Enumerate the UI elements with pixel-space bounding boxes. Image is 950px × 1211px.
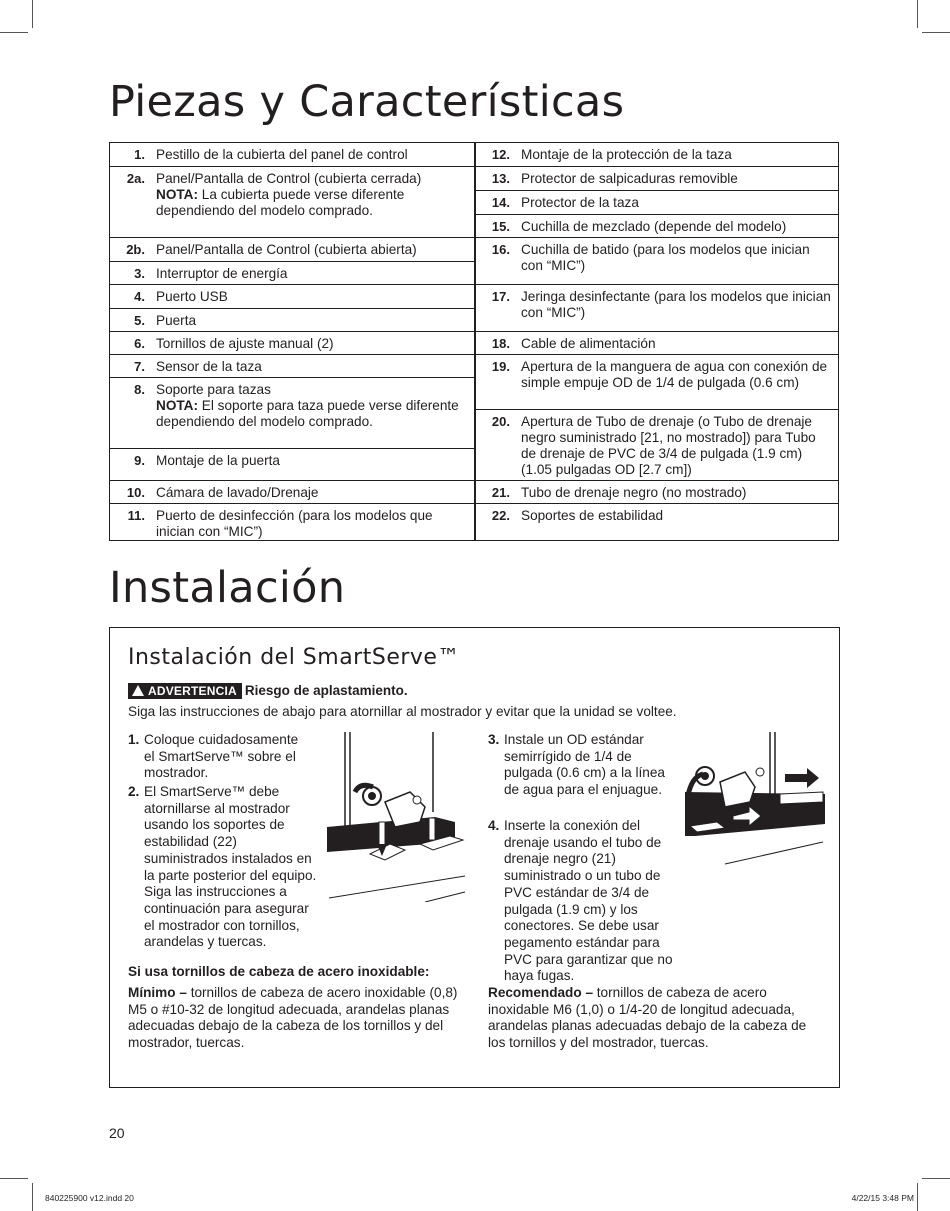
parts-row [475, 284, 839, 331]
part-description [521, 289, 833, 321]
step-number: 1. [128, 732, 140, 747]
part-text: Cuchilla de mezclado (depende del modelo) [521, 219, 787, 234]
part-number: 19. [491, 359, 510, 374]
part-text: Puerta [156, 313, 197, 328]
minimum-text: tornillos de cabeza de acero inoxidable (0,8) M5 o #10-32 de longitud adecuada, arandelas planas adecuadas debajo de la cabeza de los tornillos y del mostrador, tuercas. [128, 985, 458, 1051]
part-description [521, 147, 833, 163]
part-description [156, 242, 468, 258]
part-number: 21. [491, 485, 510, 500]
step-text: Instale un OD estándar semirrígido de 1/4 de pulgada (0.6 cm) a la línea de agua para el enjuague. [504, 732, 665, 798]
part-text: Protector de la taza [521, 195, 639, 210]
part-description [521, 336, 833, 352]
step-text: El SmartServe™ debe atornillarse al mostrador usando los soportes de estabilidad (22) suministrados instalados en la parte posterior del equipo. Siga las instrucciones a continuación para asegurar el mostrador con tornillos, arandelas y tuercas. [144, 784, 317, 950]
part-text: Protector de salpicaduras removible [521, 171, 738, 186]
parts-column-left [110, 143, 474, 540]
part-text: Puerto de desinfección (para los modelos que inician con “MIC”) [156, 508, 433, 539]
part-number: 10. [126, 485, 145, 500]
part-number: 12. [491, 147, 510, 162]
part-text: Sensor de la taza [156, 359, 262, 374]
part-text: Tornillos de ajuste manual (2) [156, 336, 334, 351]
crop-mark [32, 1183, 33, 1211]
part-description [521, 219, 833, 235]
crop-mark [0, 1178, 28, 1179]
part-text: Cámara de lavado/Drenaje [156, 485, 319, 500]
recommended-text: tornillos de cabeza de acero inoxidable M6 (1,0) o 1/4-20 de longitud adecuada, arandelas planas adecuadas debajo de la cabeza de los tornillos y del mostrador, tuercas. [488, 985, 807, 1051]
part-description [521, 195, 833, 211]
step-text: Inserte la conexión del drenaje usando el tubo de drenaje negro (21) suministrado o un tubo de PVC estándar de 3/4 de pulgada (1.9 cm) y los conectores. Se debe usar pegamento estándar para PVC para garantizar que no haya fugas. [504, 818, 673, 984]
screws-heading: Si usa tornillos de cabeza de acero inoxidable: [128, 964, 430, 979]
part-description [156, 382, 468, 430]
part-description [521, 171, 833, 187]
parts-row [475, 237, 839, 284]
step-number: 2. [128, 784, 140, 799]
parts-column-right [475, 143, 839, 540]
part-description [521, 242, 833, 274]
part-number: 15. [491, 219, 510, 234]
part-text: Puerto USB [156, 289, 228, 304]
recommended-spec [488, 985, 808, 1052]
parts-row [110, 377, 474, 448]
part-text: Panel/Pantalla de Control (cubierta cerrada) [156, 171, 422, 186]
part-number: 6. [134, 336, 145, 351]
part-number: 13. [491, 171, 510, 186]
note-text: La cubierta puede verse diferente dependiendo del modelo comprado. [156, 187, 405, 218]
step-number: 4. [488, 818, 500, 833]
parts-row [110, 284, 474, 308]
crop-mark [922, 1178, 950, 1179]
part-text: Panel/Pantalla de Control (cubierta abierta) [156, 242, 417, 257]
print-slug-date: 4/22/15 3:48 PM [851, 1193, 914, 1203]
part-text: Cuchilla de batido (para los modelos que inician con “MIC”) [521, 242, 810, 273]
part-description [521, 414, 833, 478]
parts-row [475, 214, 839, 237]
parts-row [110, 354, 474, 377]
parts-row [110, 261, 474, 285]
part-number: 18. [491, 336, 510, 351]
part-text: Montaje de la puerta [156, 453, 280, 468]
crop-mark [0, 32, 28, 33]
page-title: Piezas y Características [109, 77, 625, 127]
part-number: 5. [134, 313, 145, 328]
print-slug-file: 840225900 v12.indd 20 [45, 1193, 134, 1203]
parts-row [475, 503, 839, 542]
mounting-bracket-illustration [325, 732, 470, 902]
part-number: 14. [491, 195, 510, 210]
step-text: Coloque cuidadosamente el SmartServe™ sobre el mostrador. [144, 732, 299, 781]
crop-mark [922, 32, 950, 33]
part-description [156, 147, 468, 163]
part-text: Apertura de Tubo de drenaje (o Tubo de drenaje negro suministrado [21, no mostrado]) para Tubo de drenaje de PVC de 3/4 de pulgada (1.9 cm) (1.05 pulgadas OD [2.7 cm]) [521, 414, 816, 477]
note-label: NOTA: [156, 187, 199, 202]
part-description [156, 313, 468, 329]
part-number: 9. [134, 453, 145, 468]
part-text: Soportes de estabilidad [521, 508, 664, 523]
part-description [156, 453, 468, 469]
part-description [156, 336, 468, 352]
part-number: 7. [134, 359, 145, 374]
part-number: 2b. [126, 242, 145, 257]
minimum-spec [128, 985, 468, 1052]
parts-row [475, 190, 839, 214]
note-label: NOTA: [156, 398, 199, 413]
step-number: 3. [488, 732, 500, 747]
parts-row [475, 331, 839, 354]
part-number: 2a. [126, 171, 145, 186]
part-description [521, 359, 833, 391]
parts-row [110, 448, 474, 480]
note-text: El soporte para taza puede verse diferente dependiendo del modelo comprado. [156, 398, 459, 429]
parts-row [475, 166, 839, 190]
part-text: Tubo de drenaje negro (no mostrado) [521, 485, 747, 500]
install-box [109, 627, 840, 1088]
parts-row [110, 237, 474, 261]
parts-row [110, 331, 474, 355]
crop-mark [917, 0, 918, 28]
crop-mark [32, 0, 33, 28]
part-description [156, 359, 468, 375]
step-3 [488, 732, 668, 799]
part-text: Jeringa desinfectante (para los modelos que inician con “MIC”) [521, 289, 831, 320]
parts-row [110, 143, 474, 166]
warning-badge [128, 683, 242, 699]
part-number: 3. [134, 266, 145, 281]
part-description [521, 485, 833, 501]
parts-table [109, 142, 839, 541]
parts-row [110, 166, 474, 236]
parts-row [110, 480, 474, 504]
part-text: Interruptor de energía [156, 266, 288, 281]
crop-mark [917, 1183, 918, 1211]
part-description [156, 485, 468, 501]
part-description [156, 289, 468, 305]
parts-row [475, 143, 839, 166]
part-number: 17. [491, 289, 510, 304]
part-number: 22. [491, 508, 510, 523]
part-text: Cable de alimentación [521, 336, 656, 351]
step-1 [128, 732, 308, 782]
part-number: 1. [134, 147, 145, 162]
minimum-label: Mínimo – [128, 985, 187, 1000]
section-title: Instalación [109, 563, 346, 613]
part-text: Soporte para tazas [156, 382, 271, 397]
parts-row [475, 480, 839, 503]
part-number: 11. [127, 508, 145, 523]
part-text: Montaje de la protección de la taza [521, 147, 732, 162]
part-number: 16. [491, 242, 510, 257]
parts-row [475, 354, 839, 409]
install-subtitle: Instalación del SmartServe™ [128, 645, 460, 670]
warning-instruction: Siga las instrucciones de abajo para atornillar al mostrador y evitar que la unidad se voltee. [128, 704, 677, 719]
warning-icon [132, 685, 144, 696]
page-number: 20 [109, 1125, 125, 1141]
part-description [156, 171, 468, 219]
warning-row [128, 683, 408, 699]
parts-row [110, 308, 474, 331]
drain-connection-illustration [685, 732, 825, 870]
warning-badge-label: ADVERTENCIA [148, 684, 237, 698]
warning-risk: Riesgo de aplastamiento. [244, 683, 408, 698]
part-description [156, 508, 468, 540]
part-number: 4. [134, 289, 145, 304]
parts-row [475, 409, 839, 480]
part-text: Apertura de la manguera de agua con conexión de simple empuje OD de 1/4 de pulgada (0.6 cm) [521, 359, 828, 390]
part-number: 20. [491, 414, 510, 429]
recommended-label: Recomendado – [488, 985, 593, 1000]
part-description [156, 266, 468, 282]
parts-row [110, 503, 474, 542]
part-text: Pestillo de la cubierta del panel de control [156, 147, 408, 162]
part-description [521, 508, 833, 524]
part-number: 8. [134, 382, 145, 397]
